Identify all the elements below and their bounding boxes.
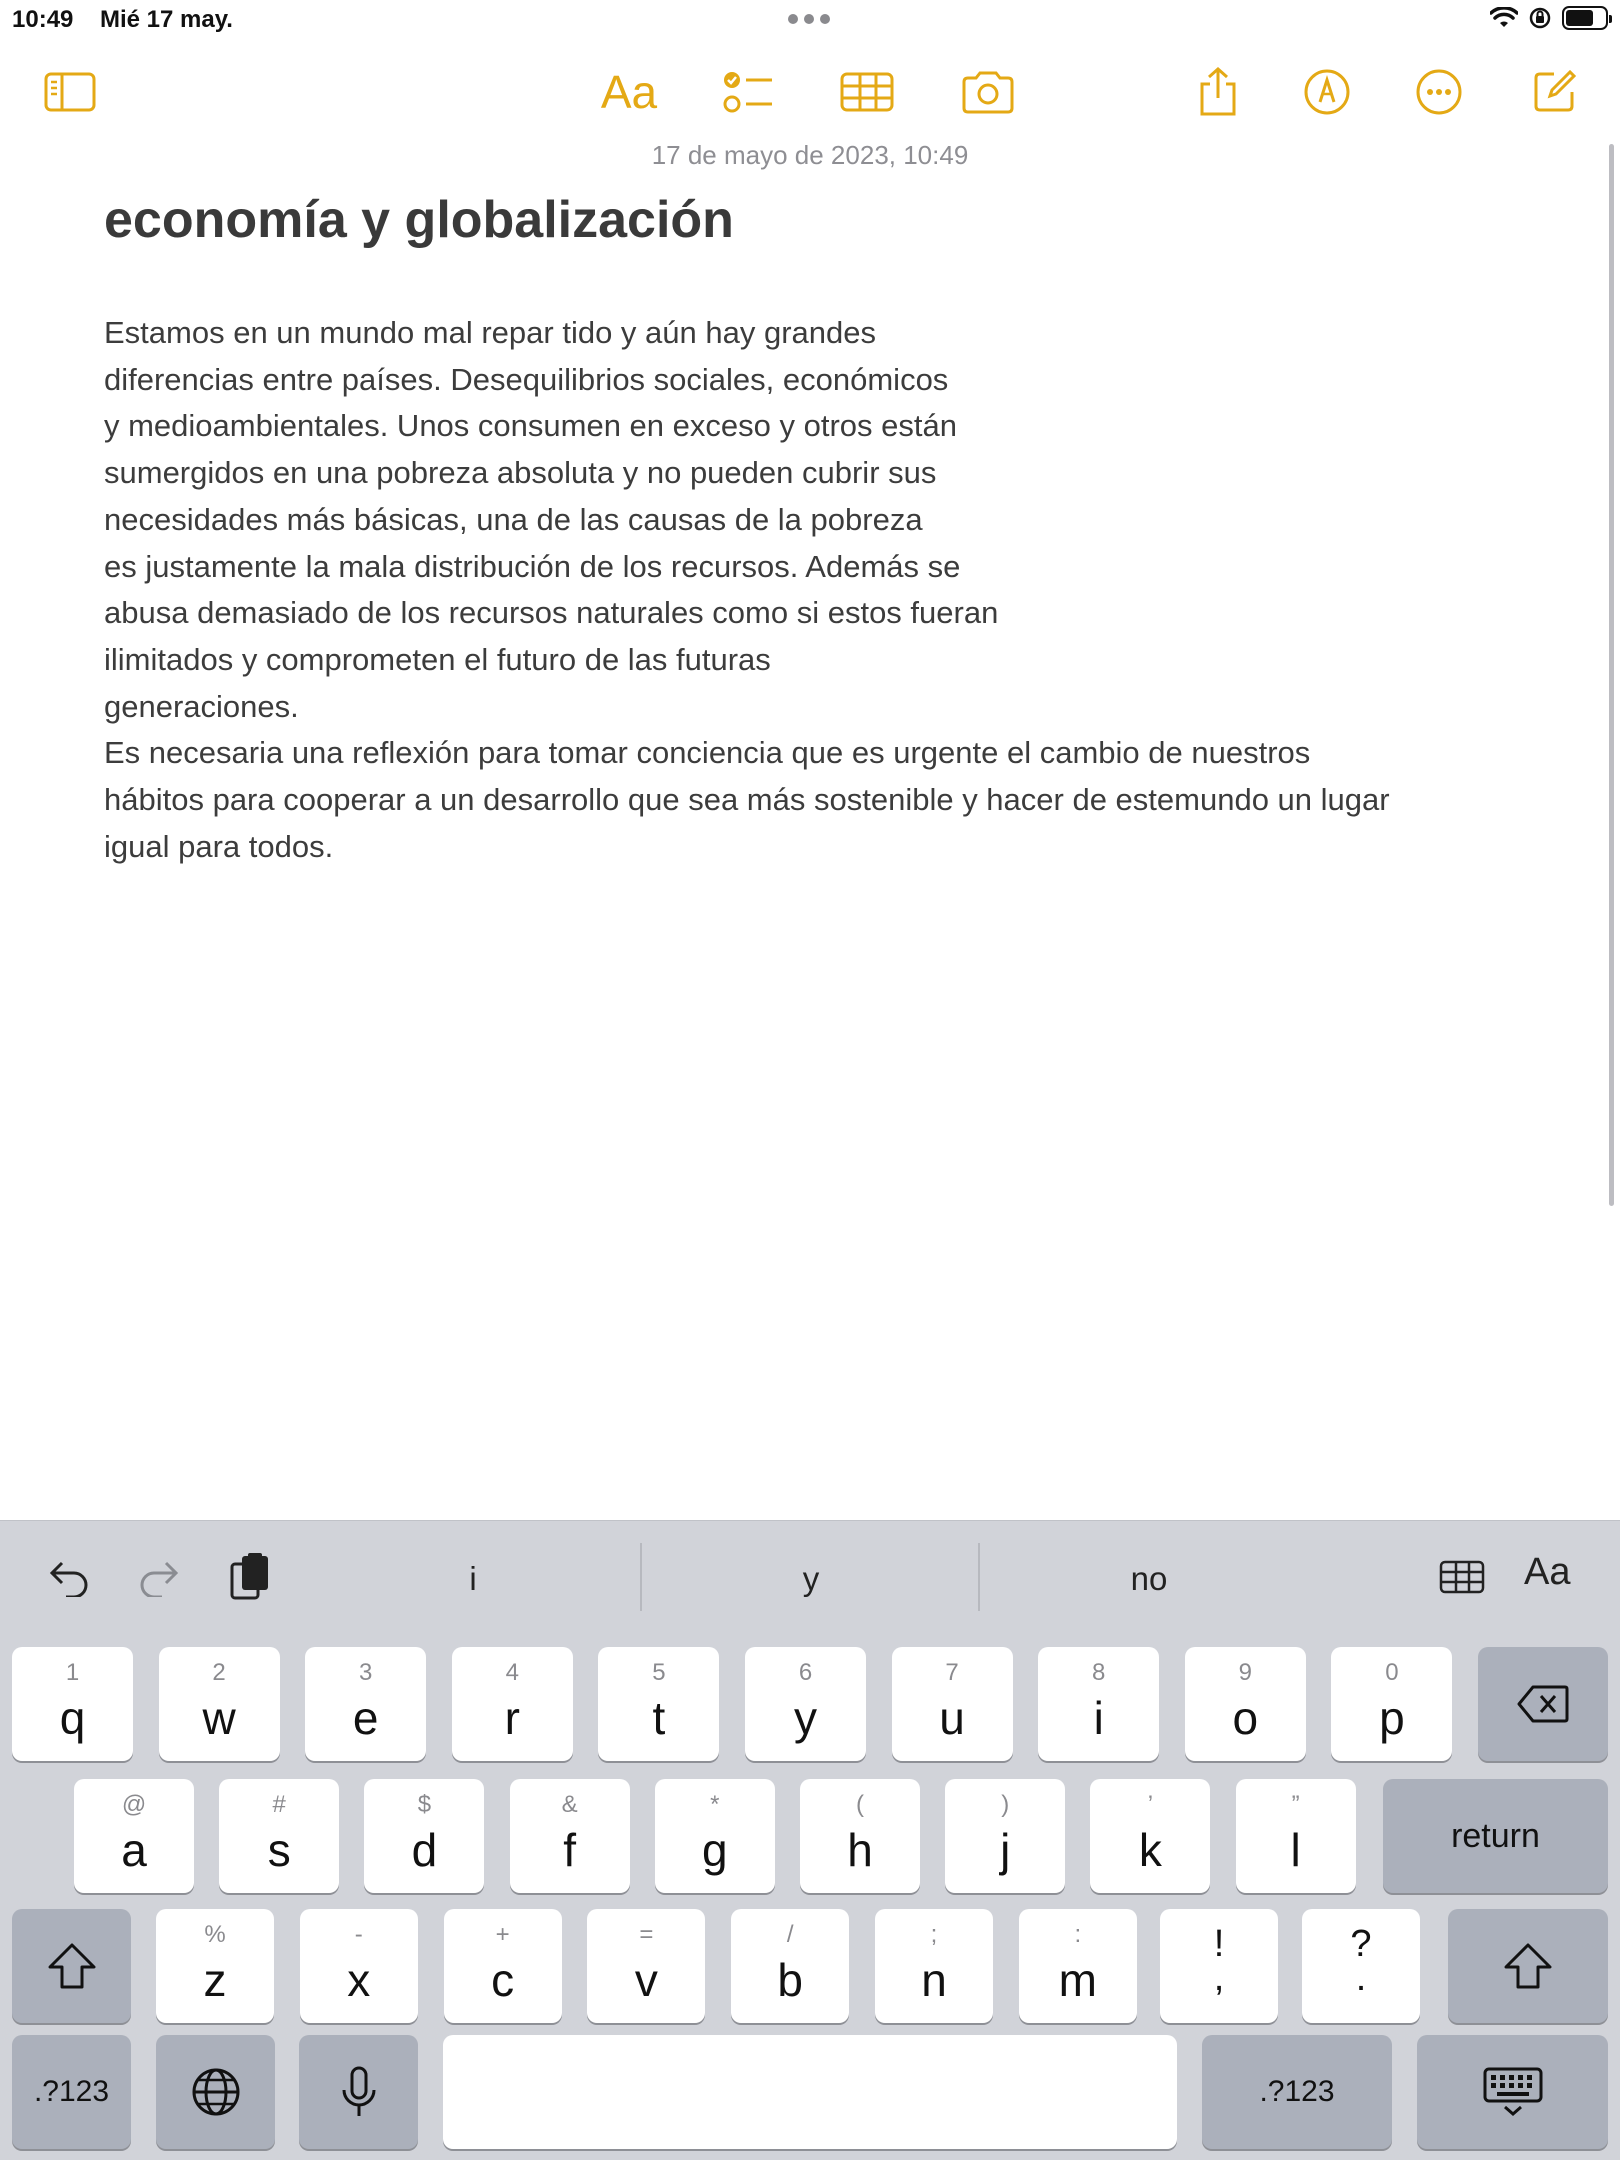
suggestion-1[interactable]: i <box>469 1560 477 1597</box>
keyboard-format-button[interactable]: Aa <box>1524 1551 1571 1593</box>
multitasking-dots-icon[interactable] <box>788 14 832 24</box>
key-secondary-char: 0 <box>1385 1659 1399 1686</box>
key-primary-char: b <box>777 1954 803 2006</box>
key-r[interactable] <box>452 1647 573 1761</box>
key-m[interactable] <box>1019 1909 1137 2023</box>
key-o[interactable] <box>1185 1647 1306 1761</box>
compose-icon <box>1530 68 1578 116</box>
key-primary-char: q <box>59 1692 86 1744</box>
dictation-key[interactable] <box>299 2035 418 2149</box>
delete-key[interactable] <box>1478 1647 1608 1761</box>
key-primary-char: i <box>1093 1692 1104 1744</box>
share-icon <box>1196 66 1240 118</box>
question-char: ? <box>1350 1923 1372 1965</box>
delete-icon <box>1517 1685 1569 1723</box>
shift-icon <box>47 1942 97 1990</box>
key-w[interactable] <box>159 1647 280 1761</box>
checklist-button[interactable] <box>716 60 780 124</box>
key-secondary-char: 1 <box>65 1659 80 1686</box>
status-date: Mié 17 may. <box>100 6 233 33</box>
note-body-line: diferencias entre países. Desequilibrios sociales, económicos <box>104 361 949 397</box>
key-t[interactable] <box>598 1647 719 1761</box>
table-icon <box>840 72 894 112</box>
scrollbar[interactable] <box>1609 144 1614 1206</box>
clipboard-paste-icon <box>228 1552 272 1602</box>
format-text-label: Aa <box>600 66 658 118</box>
numbers-key-right[interactable] <box>1202 2035 1392 2149</box>
key-k[interactable] <box>1090 1779 1210 1893</box>
note-body-line: igual para todos. <box>104 828 334 864</box>
key-secondary-char: % <box>204 1921 226 1948</box>
key-secondary-char: 6 <box>798 1659 813 1686</box>
key-secondary-char: - <box>354 1921 363 1948</box>
key-primary-char: o <box>1232 1692 1259 1744</box>
key-primary-char: f <box>563 1824 576 1876</box>
key-q[interactable] <box>12 1647 133 1761</box>
key-secondary-char: : <box>1074 1921 1082 1948</box>
new-note-button[interactable] <box>1522 60 1586 124</box>
camera-button[interactable] <box>956 60 1020 124</box>
key-primary-char: z <box>203 1954 227 2006</box>
status-bar <box>0 0 1620 40</box>
key-f[interactable] <box>510 1779 630 1893</box>
key-h[interactable] <box>800 1779 920 1893</box>
table-icon <box>1439 1560 1485 1594</box>
wifi-icon <box>1490 7 1518 29</box>
space-bar[interactable] <box>443 2035 1177 2149</box>
keyboard-dismiss-icon <box>1483 2067 1543 2117</box>
key-secondary-char: + <box>495 1921 510 1948</box>
key-secondary-char: = <box>639 1921 654 1948</box>
orientation-lock-icon <box>1528 6 1552 30</box>
return-key[interactable] <box>1383 1779 1608 1893</box>
battery-icon <box>1562 6 1608 30</box>
key-primary-char: v <box>634 1954 658 2006</box>
key-y[interactable] <box>745 1647 866 1761</box>
key-primary-char: t <box>652 1692 666 1744</box>
key-secondary-char: 8 <box>1092 1659 1106 1686</box>
key-i[interactable] <box>1038 1647 1159 1761</box>
key-b[interactable] <box>731 1909 849 2023</box>
period-char: . <box>1355 1957 1367 1999</box>
key-primary-char: c <box>491 1954 515 2006</box>
numbers-key-left[interactable] <box>12 2035 131 2149</box>
checklist-icon <box>722 69 774 115</box>
note-body-line: es justamente la mala distribución de los recursos. Además se <box>104 548 961 584</box>
sidebar-icon <box>44 72 96 112</box>
key-primary-char: m <box>1058 1954 1097 2006</box>
markup-pen-icon <box>1303 68 1351 116</box>
key-primary-char: d <box>411 1824 438 1876</box>
key-secondary-char: ’ <box>1147 1791 1154 1818</box>
key-primary-char: g <box>702 1824 728 1876</box>
numbers-key-label: .?123 <box>33 2075 110 2108</box>
key-secondary-char: ” <box>1291 1791 1300 1818</box>
key-a[interactable] <box>74 1779 194 1893</box>
key-primary-char: w <box>202 1692 236 1744</box>
microphone-icon <box>341 2066 377 2118</box>
paste-button[interactable] <box>220 1547 280 1607</box>
format-text-button[interactable] <box>597 60 661 124</box>
key-secondary-char: @ <box>121 1791 147 1818</box>
key-secondary-char: 2 <box>212 1659 226 1686</box>
exclamation-char: ! <box>1213 1923 1225 1965</box>
key-z[interactable] <box>156 1909 274 2023</box>
key-primary-char: l <box>1290 1824 1301 1876</box>
note-body-line: Estamos en un mundo mal repar tido y aún hay grandes <box>104 315 877 350</box>
redo-icon <box>138 1557 182 1597</box>
key-secondary-char: # <box>272 1791 286 1818</box>
onscreen-keyboard <box>0 1520 1620 2160</box>
dismiss-keyboard-key[interactable] <box>1417 2035 1608 2149</box>
redo-button[interactable] <box>130 1547 190 1607</box>
key-secondary-char: 4 <box>505 1659 519 1686</box>
key-primary-char: k <box>1138 1824 1162 1876</box>
key-primary-char: n <box>921 1954 947 2006</box>
key-primary-char: j <box>1000 1824 1011 1876</box>
note-body-line: generaciones. <box>104 688 299 724</box>
key-v[interactable] <box>587 1909 705 2023</box>
note-body-line: sumergidos en una pobreza absoluta y no pueden cubrir sus <box>104 455 937 491</box>
suggestion-2[interactable]: y <box>802 1560 820 1597</box>
camera-icon <box>960 70 1016 114</box>
notes-toolbar <box>0 60 1620 124</box>
globe-key[interactable] <box>156 2035 275 2149</box>
table-button[interactable] <box>835 60 899 124</box>
key-primary-char: p <box>1379 1692 1405 1744</box>
suggestion-3[interactable]: no <box>1130 1560 1168 1597</box>
return-label: return <box>1451 1816 1540 1855</box>
key-x[interactable] <box>300 1909 418 2023</box>
key-primary-char: y <box>794 1692 817 1744</box>
key-primary-char: e <box>352 1692 379 1744</box>
undo-icon <box>46 1557 90 1597</box>
key-e[interactable] <box>305 1647 426 1761</box>
keyboard-shortcut-bar <box>0 1521 1620 1633</box>
key-u[interactable] <box>892 1647 1013 1761</box>
numbers-key-label: .?123 <box>1259 2075 1335 2108</box>
key-secondary-char: 5 <box>652 1659 666 1686</box>
key-c[interactable] <box>444 1909 562 2023</box>
status-icons <box>1490 6 1608 30</box>
key-g[interactable] <box>655 1779 775 1893</box>
key-j[interactable] <box>945 1779 1065 1893</box>
note-body-line: y medioambientales. Unos consumen en exceso y otros están <box>104 408 957 444</box>
key-n[interactable] <box>875 1909 993 2023</box>
more-options-button[interactable] <box>1407 60 1471 124</box>
keyboard-table-button[interactable] <box>1432 1547 1492 1607</box>
key-secondary-char: / <box>786 1921 794 1948</box>
comma-char: , <box>1213 1957 1225 1999</box>
key-primary-char: r <box>504 1692 520 1744</box>
note-body-line: ilimitados y comprometen el futuro de las futuras <box>104 641 771 677</box>
question-period-key[interactable] <box>1302 1909 1420 2023</box>
shift-key-left[interactable] <box>12 1909 131 2023</box>
globe-icon <box>191 2067 241 2117</box>
note-title[interactable]: economía y globalización <box>104 191 734 249</box>
exclamation-comma-key[interactable] <box>1160 1909 1278 2023</box>
key-secondary-char: 3 <box>359 1659 373 1686</box>
status-time: 10:49 <box>12 6 74 33</box>
key-primary-char: u <box>939 1692 965 1744</box>
shift-icon <box>1503 1942 1553 1990</box>
key-secondary-char: * <box>710 1791 720 1818</box>
undo-button[interactable] <box>38 1547 98 1607</box>
note-body[interactable] <box>104 310 1524 870</box>
key-d[interactable] <box>364 1779 484 1893</box>
key-primary-char: a <box>121 1824 147 1876</box>
key-primary-char: x <box>347 1954 371 2006</box>
key-l[interactable] <box>1236 1779 1356 1893</box>
key-primary-char: h <box>847 1824 873 1876</box>
shift-key-right[interactable] <box>1448 1909 1608 2023</box>
key-secondary-char: $ <box>417 1791 432 1818</box>
note-body-line: hábitos para cooperar a un desarrollo que sea más sostenible y hacer de estemundo un lugar <box>104 782 1390 818</box>
key-secondary-char: 9 <box>1238 1659 1252 1686</box>
share-button[interactable] <box>1186 60 1250 124</box>
note-body-line: abusa demasiado de los recursos naturales como si estos fueran <box>104 595 999 631</box>
key-secondary-char: ( <box>856 1791 864 1818</box>
key-s[interactable] <box>219 1779 339 1893</box>
note-body-line: Es necesaria una reflexión para tomar conciencia que es urgente el cambio de nuestros <box>104 735 1311 771</box>
sidebar-toggle-button[interactable] <box>38 60 102 124</box>
note-timestamp: 17 de mayo de 2023, 10:49 <box>651 140 969 170</box>
markup-button[interactable] <box>1295 60 1359 124</box>
key-secondary-char: ; <box>930 1921 938 1948</box>
ellipsis-circle-icon <box>1415 68 1463 116</box>
key-secondary-char: ) <box>1001 1791 1010 1818</box>
key-primary-char: s <box>267 1824 291 1876</box>
key-p[interactable] <box>1331 1647 1452 1761</box>
note-body-line: necesidades más básicas, una de las causas de la pobreza <box>104 501 923 537</box>
key-secondary-char: 7 <box>945 1659 959 1686</box>
key-secondary-char: & <box>561 1791 578 1818</box>
